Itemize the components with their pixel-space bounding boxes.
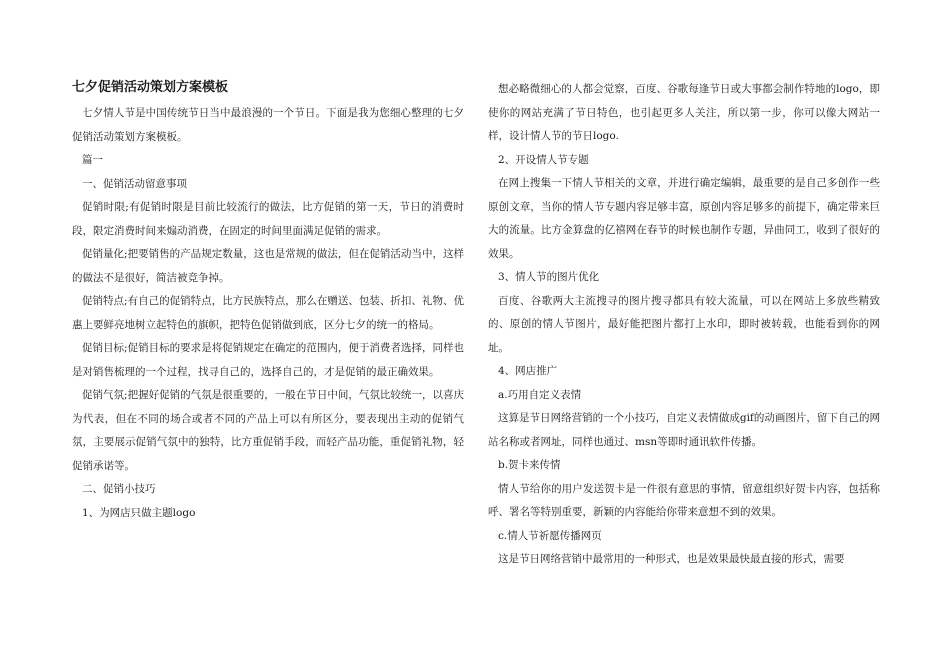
section-heading: c.情人节祈愿传播网页 bbox=[498, 529, 602, 542]
right-column bbox=[488, 78, 880, 572]
paragraph: 促销时限;有促销时限是目前比较流行的做法，比方促销的第一天，节日的消费时段，限定消费时间来煽动消费，在固定的时间里面满足促销的需求。 bbox=[72, 201, 464, 237]
section-heading: 1、为网店只做主题logo bbox=[82, 506, 196, 519]
paragraph: 促销特点;有自己的促销特点，比方民族特点，那么在赠送、包装、折扣、礼物、优惠上要鲜亮地树立起特色的旗帜，把特色促销做到底，区分七夕的统一的格局。 bbox=[72, 295, 464, 331]
paragraph: 这算是节日网络营销的一个小技巧，自定义表情做成gif的动画图片，留下自己的网站名称或者网址，同样也通过、msn等即时通讯软件传播。 bbox=[488, 412, 880, 448]
section-heading: 3、情人节的图片优化 bbox=[498, 271, 600, 283]
section-heading: b.贺卡来传情 bbox=[498, 459, 561, 471]
section-heading: 4、网店推广 bbox=[498, 365, 558, 377]
paragraph: 百度、谷歌两大主流搜寻的图片搜寻都具有较大流量，可以在网站上多放些精致的、原创的情人节图片，最好能把图片都打上水印，即时被转载，也能看到你的网址。 bbox=[488, 294, 880, 354]
section-heading: 篇一 bbox=[82, 154, 103, 166]
left-column bbox=[72, 78, 464, 525]
paragraph: 这是节日网络营销中最常用的一种形式，也是效果最快最直接的形式，需要 bbox=[498, 553, 845, 565]
section-heading: 二、促销小技巧 bbox=[82, 483, 156, 495]
paragraph: 促销气氛;把握好促销的气氛是很重要的，一般在节日中间，气氛比较统一，以喜庆为代表，但在不同的场合或者不同的产品上可以有所区分，要表现出主动的促销气氛，主要展示促销气氛中的独特，比方重促销手段，而轻产品功能，重促销礼物，轻促销承诺等。 bbox=[72, 389, 464, 472]
paragraph: 七夕情人节是中国传统节日当中最浪漫的一个节日。下面是我为您细心整理的七夕促销活动策划方案模板。 bbox=[72, 107, 464, 143]
paragraph: 在网上搜集一下情人节相关的文章，并进行确定编辑，最重要的是自己多创作一些原创文章，当你的情人节专题内容足够丰富，原创内容足够多的前提下，确定带来巨大的流量。比方金算盘的亿禧网在春节的时候也制作专题，异曲同工，收到了很好的效果。 bbox=[488, 177, 880, 260]
paragraph: 促销目标;促销目标的要求是将促销规定在确定的范围内，便于消费者选择，同样也是对销售梳理的一个过程，找寻自己的，选择自己的，才是促销的最正确效果。 bbox=[72, 342, 464, 378]
section-heading: a.巧用自定义表情 bbox=[498, 388, 582, 401]
section-heading: 一、促销活动留意事项 bbox=[82, 177, 187, 190]
document-title: 七夕促销活动策划方案模板 bbox=[72, 80, 229, 95]
paragraph: 想必略微细心的人都会觉察，百度、谷歌每逢节日或大事都会制作特地的logo，即使你的网站充满了节日特色，也引起更多人关注，所以第一步，你可以像大网站一样，设计情人节的节日logo. bbox=[488, 83, 880, 142]
section-heading: 2、开设情人节专题 bbox=[498, 153, 589, 166]
paragraph: 促销量化;把要销售的产品规定数量，这也是常规的做法，但在促销活动当中，这样的做法不是很好，简洁被竞争掉。 bbox=[72, 248, 464, 284]
paragraph: 情人节给你的用户发送贺卡是一件很有意思的事情，留意组织好贺卡内容，包括称呼、署名等特别重要，新颖的内容能给你带来意想不到的效果。 bbox=[488, 482, 880, 518]
